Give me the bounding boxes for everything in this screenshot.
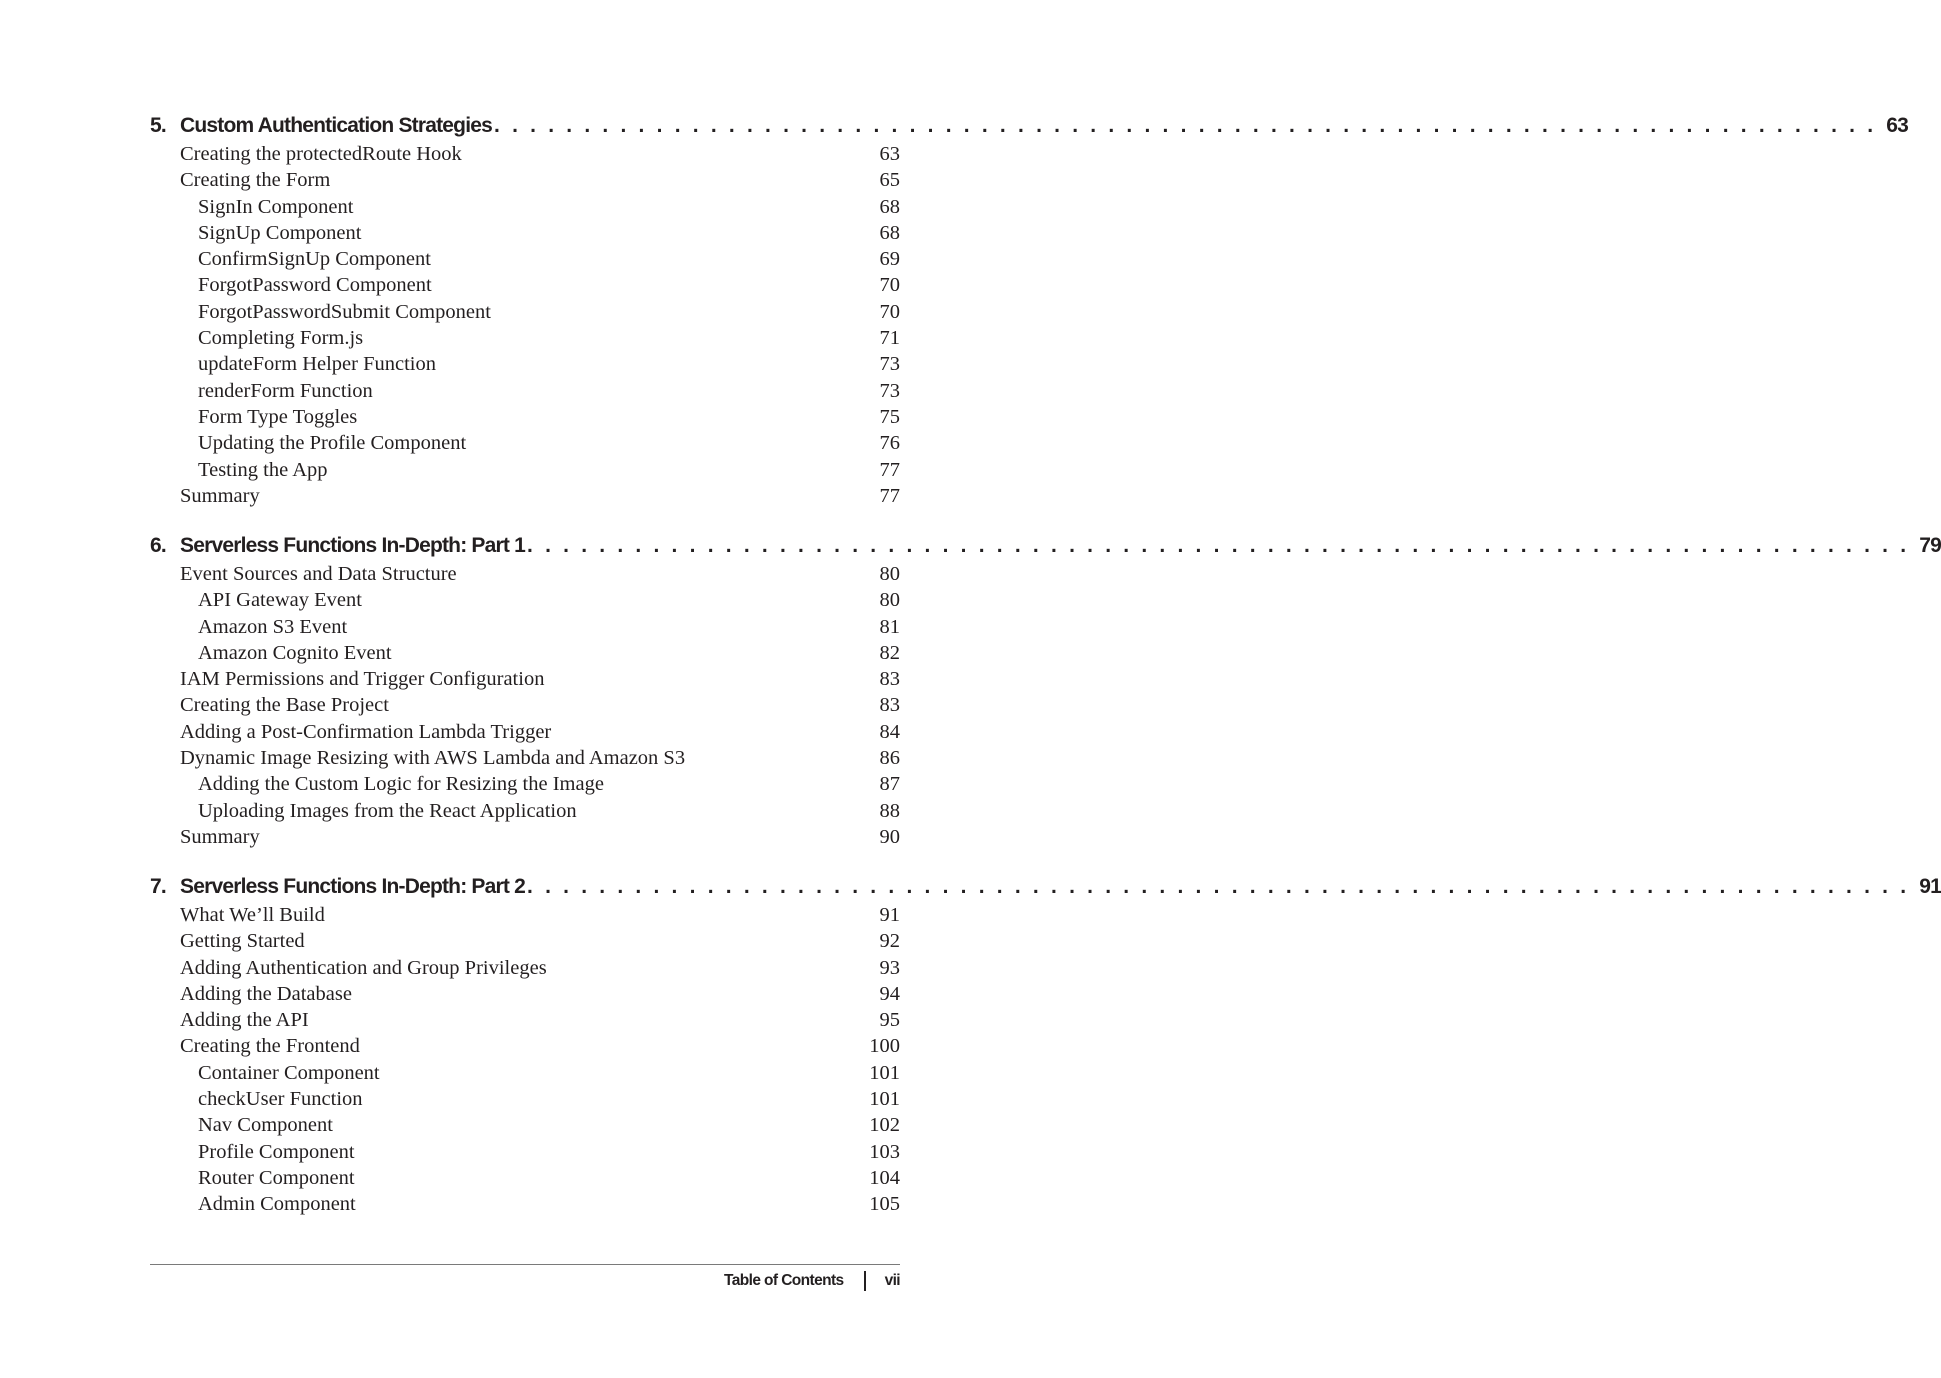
entry-title: Admin Component <box>198 1193 356 1216</box>
toc-entry[interactable] <box>150 483 900 509</box>
entry-title: Creating the Base Project <box>180 694 389 717</box>
footer-label: Table of Contents <box>724 1272 844 1289</box>
entry-page-number: 80 <box>879 563 900 585</box>
chapter-6 <box>150 531 1941 850</box>
entry-title: Creating the Form <box>180 169 331 192</box>
entry-page-number: 91 <box>879 904 900 926</box>
entry-title: IAM Permissions and Trigger Configuration <box>180 668 545 691</box>
toc-subentry[interactable] <box>150 430 900 456</box>
chapter-page-number: 79 <box>1919 534 1941 557</box>
entry-title: Summary <box>180 484 260 507</box>
entry-title: SignUp Component <box>198 221 362 244</box>
toc-subentry[interactable] <box>150 1060 900 1086</box>
toc-subentry[interactable] <box>150 378 900 404</box>
chapter-number: 5. <box>150 114 166 137</box>
entry-title: ConfirmSignUp Component <box>198 248 431 271</box>
toc-subentry[interactable] <box>150 1165 900 1191</box>
entry-page-number: 75 <box>879 405 900 428</box>
entry-page-number: 70 <box>879 300 900 323</box>
chapter-title: Serverless Functions In-Depth: Part 2 <box>180 875 525 898</box>
entry-page-number: 101 <box>869 1088 900 1111</box>
entry-title: Profile Component <box>198 1140 355 1163</box>
entry-page-number: 71 <box>879 327 900 350</box>
toc-subentry[interactable] <box>150 404 900 430</box>
entry-page-number: 68 <box>879 221 900 244</box>
toc-subentry[interactable] <box>150 1112 900 1138</box>
entry-page-number: 83 <box>879 668 900 691</box>
entry-title: Adding the API <box>180 1009 309 1032</box>
toc-entry[interactable] <box>150 824 900 850</box>
entry-page-number: 102 <box>869 1114 900 1137</box>
toc-subentry[interactable] <box>150 325 900 351</box>
toc-entry[interactable] <box>150 902 900 928</box>
entry-page-number: 93 <box>879 956 900 979</box>
toc-entry[interactable] <box>150 1007 900 1033</box>
entry-title: Adding the Custom Logic for Resizing the Image <box>198 773 604 796</box>
chapter-number: 7. <box>150 875 166 898</box>
entry-page-number: 104 <box>869 1166 900 1189</box>
entry-page-number: 82 <box>879 641 900 664</box>
entry-title: Amazon Cognito Event <box>198 641 392 664</box>
entry-title: Creating the Frontend <box>180 1035 360 1058</box>
entry-title: Uploading Images from the React Application <box>198 799 577 822</box>
footer-divider <box>150 1264 900 1265</box>
entry-page-number: 77 <box>879 484 900 507</box>
entry-page-number: 105 <box>869 1193 900 1216</box>
toc-subentry[interactable] <box>150 1086 900 1112</box>
toc-subentry[interactable] <box>150 587 900 613</box>
entry-page-number: 84 <box>879 720 900 743</box>
entry-page-number: 65 <box>879 169 900 192</box>
toc-entry[interactable] <box>150 692 900 718</box>
toc-entry[interactable] <box>150 955 900 981</box>
toc-subentry[interactable] <box>150 351 900 377</box>
chapter-5 <box>150 111 1909 509</box>
entry-title: Nav Component <box>198 1114 333 1137</box>
entry-page-number: 68 <box>879 195 900 218</box>
entry-page-number: 92 <box>879 930 900 953</box>
entry-page-number: 87 <box>879 773 900 796</box>
entry-title: Adding the Database <box>180 982 352 1005</box>
chapter-page-number: 63 <box>1886 114 1909 137</box>
entry-page-number: 103 <box>869 1140 900 1163</box>
entry-title: checkUser Function <box>198 1088 363 1111</box>
chapter-title: Custom Authentication Strategies <box>180 114 492 137</box>
toc-entry[interactable] <box>150 167 900 193</box>
entry-page-number: 101 <box>869 1061 900 1084</box>
toc-entry[interactable] <box>150 561 900 587</box>
toc-subentry[interactable] <box>150 1191 900 1217</box>
footer-separator <box>864 1271 866 1291</box>
toc-subentry[interactable] <box>150 614 900 640</box>
running-footer <box>724 1271 900 1291</box>
entry-page-number: 73 <box>879 379 900 402</box>
entry-title: Container Component <box>198 1061 380 1084</box>
entry-page-number: 90 <box>879 825 900 848</box>
entry-page-number: 88 <box>879 799 900 822</box>
toc-entry[interactable] <box>150 1033 900 1059</box>
entry-title: ForgotPasswordSubmit Component <box>198 300 491 323</box>
toc-entry[interactable] <box>150 719 900 745</box>
entry-page-number: 81 <box>879 615 900 638</box>
toc-entry[interactable] <box>150 666 900 692</box>
entry-page-number: 63 <box>879 143 900 165</box>
entry-title: Getting Started <box>180 930 305 953</box>
toc-subentry[interactable] <box>150 640 900 666</box>
entry-title: Updating the Profile Component <box>198 432 467 455</box>
footer-page-number: vii <box>884 1272 900 1289</box>
dot-leader: . . . . . . . . . . . . . . . . . . . . . . . . . . . . . . . . . . . . . . . . . . . . . . . . . . . . . . . . . . . . . . . . . . . . . . . . . . . . . <box>527 875 1910 898</box>
toc-entry[interactable] <box>150 981 900 1007</box>
entry-page-number: 80 <box>879 589 900 612</box>
entry-title: API Gateway Event <box>198 589 362 612</box>
entry-title: SignIn Component <box>198 195 354 218</box>
chapter-heading[interactable] <box>150 111 1909 141</box>
entry-page-number: 94 <box>879 982 900 1005</box>
toc-subentry[interactable] <box>150 798 900 824</box>
toc-subentry[interactable] <box>150 299 900 325</box>
toc-subentry[interactable] <box>150 220 900 246</box>
toc-subentry[interactable] <box>150 771 900 797</box>
toc-subentry[interactable] <box>150 246 900 272</box>
entry-page-number: 69 <box>879 248 900 271</box>
dot-leader: . . . . . . . . . . . . . . . . . . . . . . . . . . . . . . . . . . . . . . . . . . . . . . . . . . . . . . . . . . . . . . . . . . . . . . . . . . . . . <box>527 534 1910 557</box>
entry-title: renderForm Function <box>198 379 373 402</box>
entry-page-number: 76 <box>879 432 900 455</box>
toc-subentry[interactable] <box>150 194 900 220</box>
entry-title: updateForm Helper Function <box>198 353 436 376</box>
entry-title: Summary <box>180 825 260 848</box>
entry-title: Form Type Toggles <box>198 405 358 428</box>
entry-title: Event Sources and Data Structure <box>180 563 457 585</box>
toc-subentry[interactable] <box>150 1139 900 1165</box>
entry-page-number: 70 <box>879 274 900 297</box>
chapter-page-number: 91 <box>1919 875 1941 898</box>
entry-title: ForgotPassword Component <box>198 274 432 297</box>
entry-title: Dynamic Image Resizing with AWS Lambda and Amazon S3 <box>180 747 686 770</box>
toc-entry[interactable] <box>150 745 900 771</box>
entry-title: Adding Authentication and Group Privileges <box>180 956 547 979</box>
chapter-title: Serverless Functions In-Depth: Part 1 <box>180 534 525 557</box>
entry-title: Completing Form.js <box>198 327 364 350</box>
entry-title: Testing the App <box>198 458 328 481</box>
toc-subentry[interactable] <box>150 272 900 298</box>
chapter-7 <box>150 872 1941 1218</box>
toc-entry[interactable] <box>150 141 900 167</box>
toc-subentry[interactable] <box>150 457 900 483</box>
entry-page-number: 95 <box>879 1009 900 1032</box>
entry-page-number: 100 <box>869 1035 900 1058</box>
chapter-heading[interactable] <box>150 872 1941 902</box>
entry-title: What We’ll Build <box>180 904 325 926</box>
chapter-number: 6. <box>150 534 166 557</box>
entry-page-number: 77 <box>879 458 900 481</box>
entry-page-number: 86 <box>879 747 900 770</box>
chapter-heading[interactable] <box>150 531 1941 561</box>
entry-title: Router Component <box>198 1166 355 1189</box>
entry-page-number: 83 <box>879 694 900 717</box>
toc-entry[interactable] <box>150 928 900 954</box>
entry-title: Creating the protectedRoute Hook <box>180 143 462 165</box>
entry-page-number: 73 <box>879 353 900 376</box>
dot-leader: . . . . . . . . . . . . . . . . . . . . . . . . . . . . . . . . . . . . . . . . . . . . . . . . . . . . . . . . . . . . . . . . . . . . . . . . . . . . . <box>494 114 1877 137</box>
entry-title: Adding a Post-Confirmation Lambda Trigger <box>180 720 552 743</box>
entry-title: Amazon S3 Event <box>198 615 348 638</box>
